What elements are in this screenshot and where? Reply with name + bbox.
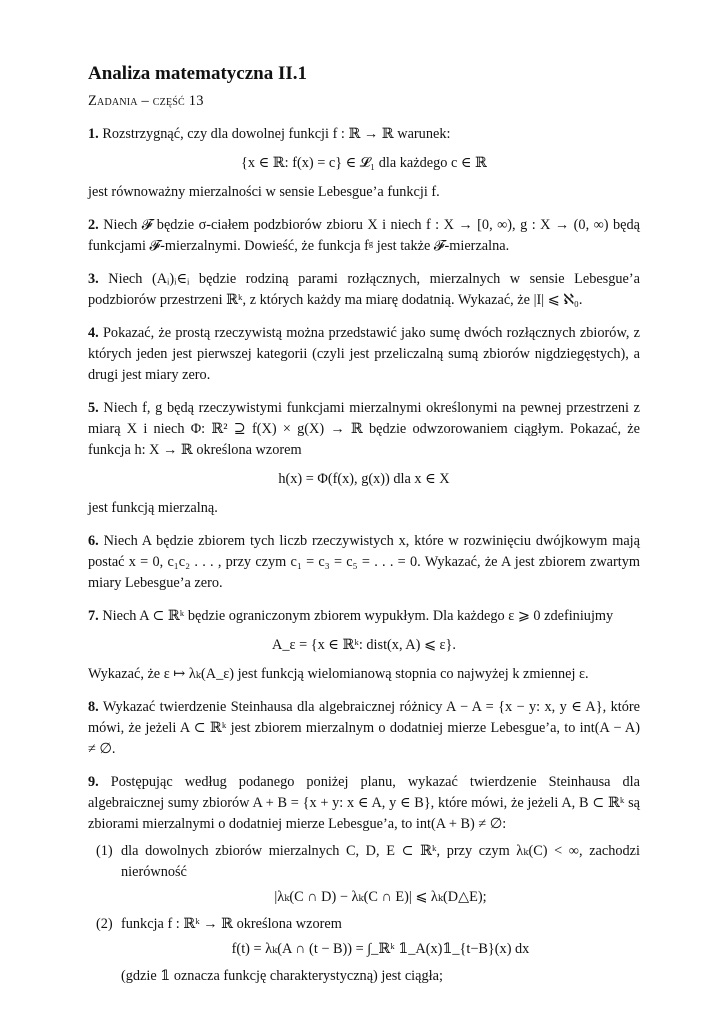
list-item-text-after: (gdzie 𝟙 oznacza funkcję charakterystyczną) jest ciągła;: [121, 968, 443, 984]
list-item-label: (1): [96, 843, 113, 859]
problem-number: 9.: [88, 774, 99, 790]
problem-text: Niech f, g będą rzeczywistymi funkcjami mierzalnymi określonymi na pewnej przestrzeni z miarą X i niech Φ: ℝ² ⊇ f(X) × g(X) → ℝ będzie odwzorowaniem ciągłym. Pokazać, że funkcja h: X → ℝ określona wzorem: [88, 400, 640, 458]
problem-text: Rozstrzygnąć, czy dla dowolnej funkcji f : ℝ → ℝ warunek:: [102, 126, 451, 142]
problem-number: 6.: [88, 533, 99, 549]
display-formula: h(x) = Φ(f(x), g(x)) dla x ∈ X: [278, 471, 450, 487]
problem-9: [88, 772, 640, 987]
display-formula: |λₖ(C ∩ D) − λₖ(C ∩ E)| ⩽ λₖ(D△E);: [274, 889, 487, 905]
document-title: Analiza matematyczna II.1: [88, 63, 307, 84]
problem-text: Niech 𝓕 będzie σ-ciałem podzbiorów zbioru X i niech f : X → [0, ∞), g : X → (0, ∞) będą funkcjami 𝓕-mierzalnymi. Dowieść, że funkcja fᵍ jest także 𝓕-mierzalna.: [88, 217, 641, 254]
problem-5: [88, 398, 640, 519]
list-item-label: (2): [96, 916, 113, 932]
list-item: [88, 841, 640, 908]
document-subtitle: Zadania – część 13: [88, 93, 204, 109]
problem-3: [88, 269, 640, 311]
problem-2: [88, 215, 640, 257]
problem-number: 8.: [88, 699, 99, 715]
display-formula: {x ∈ ℝ: f(x) = c} ∈ 𝓛₁ dla każdego c ∈ ℝ: [241, 155, 487, 171]
problem-text: Niech A będzie zbiorem tych liczb rzeczywistych x, które w rozwinięciu dwójkowym mają postać x = 0, c₁c₂ . . . , przy czym c₁ = c₃ = c₅ = . . . = 0. Wykazać, że A jest zbiorem zwartym miary Lebesgue’a zero.: [88, 533, 641, 591]
problem-text: Postępując według podanego poniżej planu, wykazać twierdzenie Steinhausa dla algebraicznej sumy zbiorów A + B = {x + y: x ∈ A, y ∈ B}, które mówi, że jeżeli A, B ⊂ ℝᵏ są zbiorami mierzalnymi o dodatniej mierze Lebesgue’a, to int(A + B) ≠ ∅:: [88, 774, 640, 832]
problem-6: [88, 531, 640, 594]
display-formula: f(t) = λₖ(A ∩ (t − B)) = ∫_ℝᵏ 𝟙_A(x)𝟙_{t−B}(x) dx: [231, 941, 530, 957]
problem-text: Pokazać, że prostą rzeczywistą można przedstawić jako sumę dwóch rozłącznych zbiorów, z których jeden jest pierwszej kategorii (czyli jest przeliczalną sumą zbiorów nigdziegęstych), a drugi jest miary zero.: [88, 325, 640, 383]
list-item-text: funkcja f : ℝᵏ → ℝ określona wzorem: [121, 916, 342, 932]
problem-text-after: Wykazać, że ε ↦ λₖ(A_ε) jest funkcją wielomianową stopnia co najwyżej k zmiennej ε.: [88, 666, 589, 682]
problem-text: Wykazać twierdzenie Steinhausa dla algebraicznej różnicy A − A = {x − y: x, y ∈ A}, które mówi, że jeżeli A ⊂ ℝᵏ jest zbiorem mierzalnym o dodatniej mierze Lebesgue’a, to int(A − A) ≠ ∅.: [88, 699, 640, 757]
problem-number: 2.: [88, 217, 99, 233]
problem-8: [88, 697, 640, 760]
problem-text: Niech (Aᵢ)ᵢ∈ᵢ będzie rodziną parami rozłącznych, mierzalnych w sensie Lebesgue’a podzbiorów przestrzeni ℝᵏ, z których każdy ma miarę dodatnią. Wykazać, że |I| ⩽ ℵ₀.: [88, 271, 640, 308]
problem-number: 5.: [88, 400, 99, 416]
problem-number: 7.: [88, 608, 99, 624]
problem-text: Niech A ⊂ ℝᵏ będzie ograniczonym zbiorem wypukłym. Dla każdego ε ⩾ 0 zdefiniujmy: [102, 608, 614, 624]
problem-number: 3.: [88, 271, 99, 287]
problem-text-after: jest równoważny mierzalności w sensie Lebesgue’a funkcji f.: [88, 184, 440, 200]
document-page: [88, 62, 640, 991]
problem-7: [88, 606, 640, 685]
list-item-text: dla dowolnych zbiorów mierzalnych C, D, E ⊂ ℝᵏ, przy czym λₖ(C) < ∞, zachodzi nierówność: [121, 843, 640, 880]
problem-number: 1.: [88, 126, 99, 142]
problem-4: [88, 323, 640, 386]
problem-number: 4.: [88, 325, 99, 341]
problem-text-after: jest funkcją mierzalną.: [88, 500, 218, 516]
list-item: [88, 914, 640, 987]
plan-list: [88, 841, 640, 987]
problem-1: [88, 124, 640, 203]
display-formula: A_ε = {x ∈ ℝᵏ: dist(x, A) ⩽ ε}.: [272, 637, 456, 653]
